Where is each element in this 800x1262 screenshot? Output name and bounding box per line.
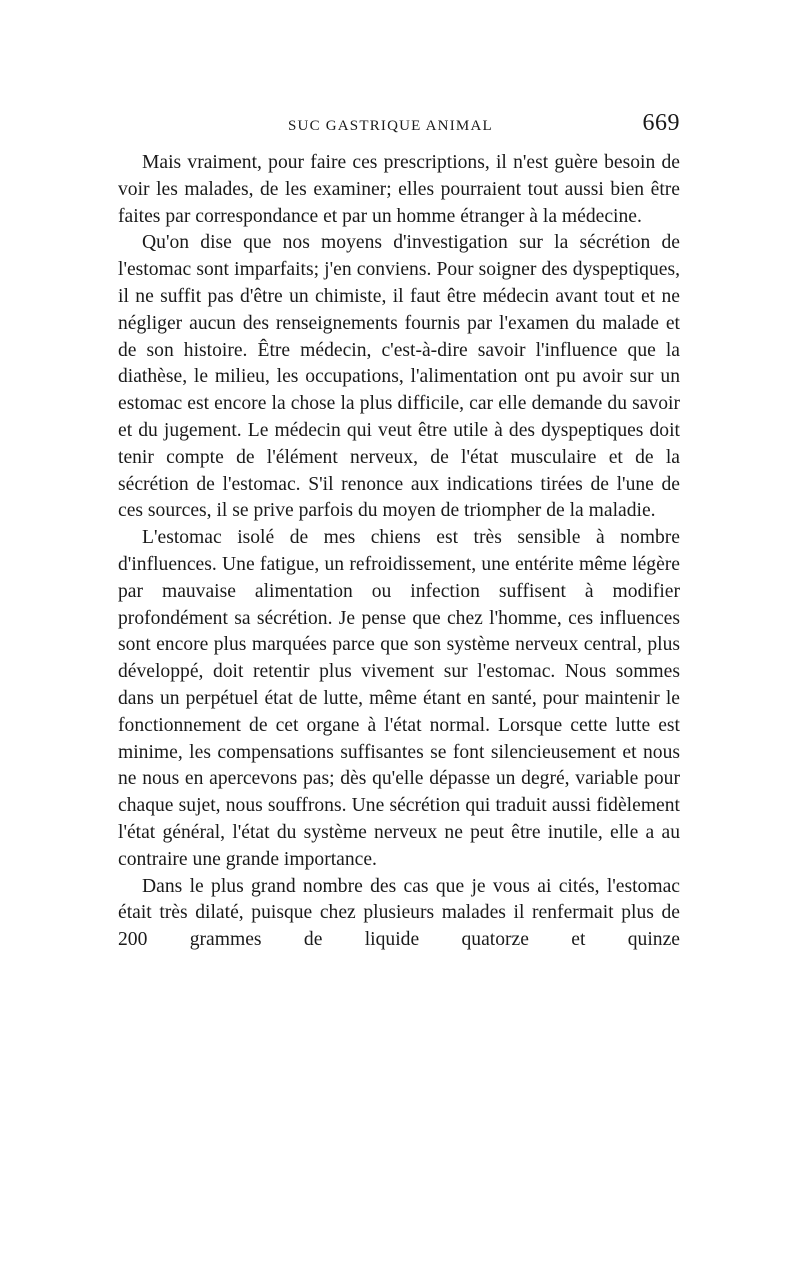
paragraph-investigation: Qu'on dise que nos moyens d'investigation sur la sécrétion de l'estomac sont imparfaits; j'en conviens. Pour soigner des dyspeptiques, il ne suffit pas d'être un chimiste, il faut être médecin avant tout et ne négliger aucun des renseignements fournis par l'examen du malade et de son histoire. Être médecin, c'est-à-dire savoir l'influence que la diathèse, le milieu, les occupations, l'alimentation ont pu avoir sur un estomac est encore la chose la plus difficile, car elle demande du savoir et du jugement. Le médecin qui veut être utile à des dyspeptiques doit tenir compte de l'élément nerveux, de l'état musculaire et de la sécrétion de l'estomac. S'il renonce aux indications tirées de l'une de ces sources, il se prive parfois du moyen de triompher de la maladie. <box>118 232 680 522</box>
page-number: 669 <box>642 110 680 136</box>
paragraph-isolated-stomach: L'estomac isolé de mes chiens est très sensible à nombre d'influences. Une fatigue, un refroidissement, une entérite même légère par mauvaise alimentation ou infection suffisent à modifier profondément sa sécrétion. Je pense que chez l'homme, ces influences sont encore plus marquées parce que son système nerveux central, plus développé, doit retentir plus vivement sur l'estomac. Nous sommes dans un perpétuel état de lutte, même étant en santé, pour maintenir le fonctionnement de cet organe à l'état normal. Lorsque cette lutte est minime, les compensations suffisantes se font silencieusement et nous ne nous en apercevons pas; dès qu'elle dépasse un degré, variable pour chaque sujet, nous souffrons. Une sécrétion qui traduit aussi fidèlement l'état général, l'état du système nerveux ne peut être inutile, elle a au contraire une grande importance. <box>118 527 680 870</box>
paragraph-prescriptions: Mais vraiment, pour faire ces prescriptions, il n'est guère besoin de voir les malades, de les examiner; elles pourraient tout aussi bien être faites par correspondance et par un homme étranger à la médecine. <box>118 152 680 227</box>
body-text <box>118 150 680 954</box>
paragraph-dilated-stomach: Dans le plus grand nombre des cas que je vous ai cités, l'estomac était très dilaté, puisque chez plusieurs malades il renfermait plus de 200 grammes de liquide quatorze et quinze <box>118 875 680 951</box>
running-title: SUC GASTRIQUE ANIMAL <box>288 118 493 134</box>
running-header <box>118 108 680 144</box>
